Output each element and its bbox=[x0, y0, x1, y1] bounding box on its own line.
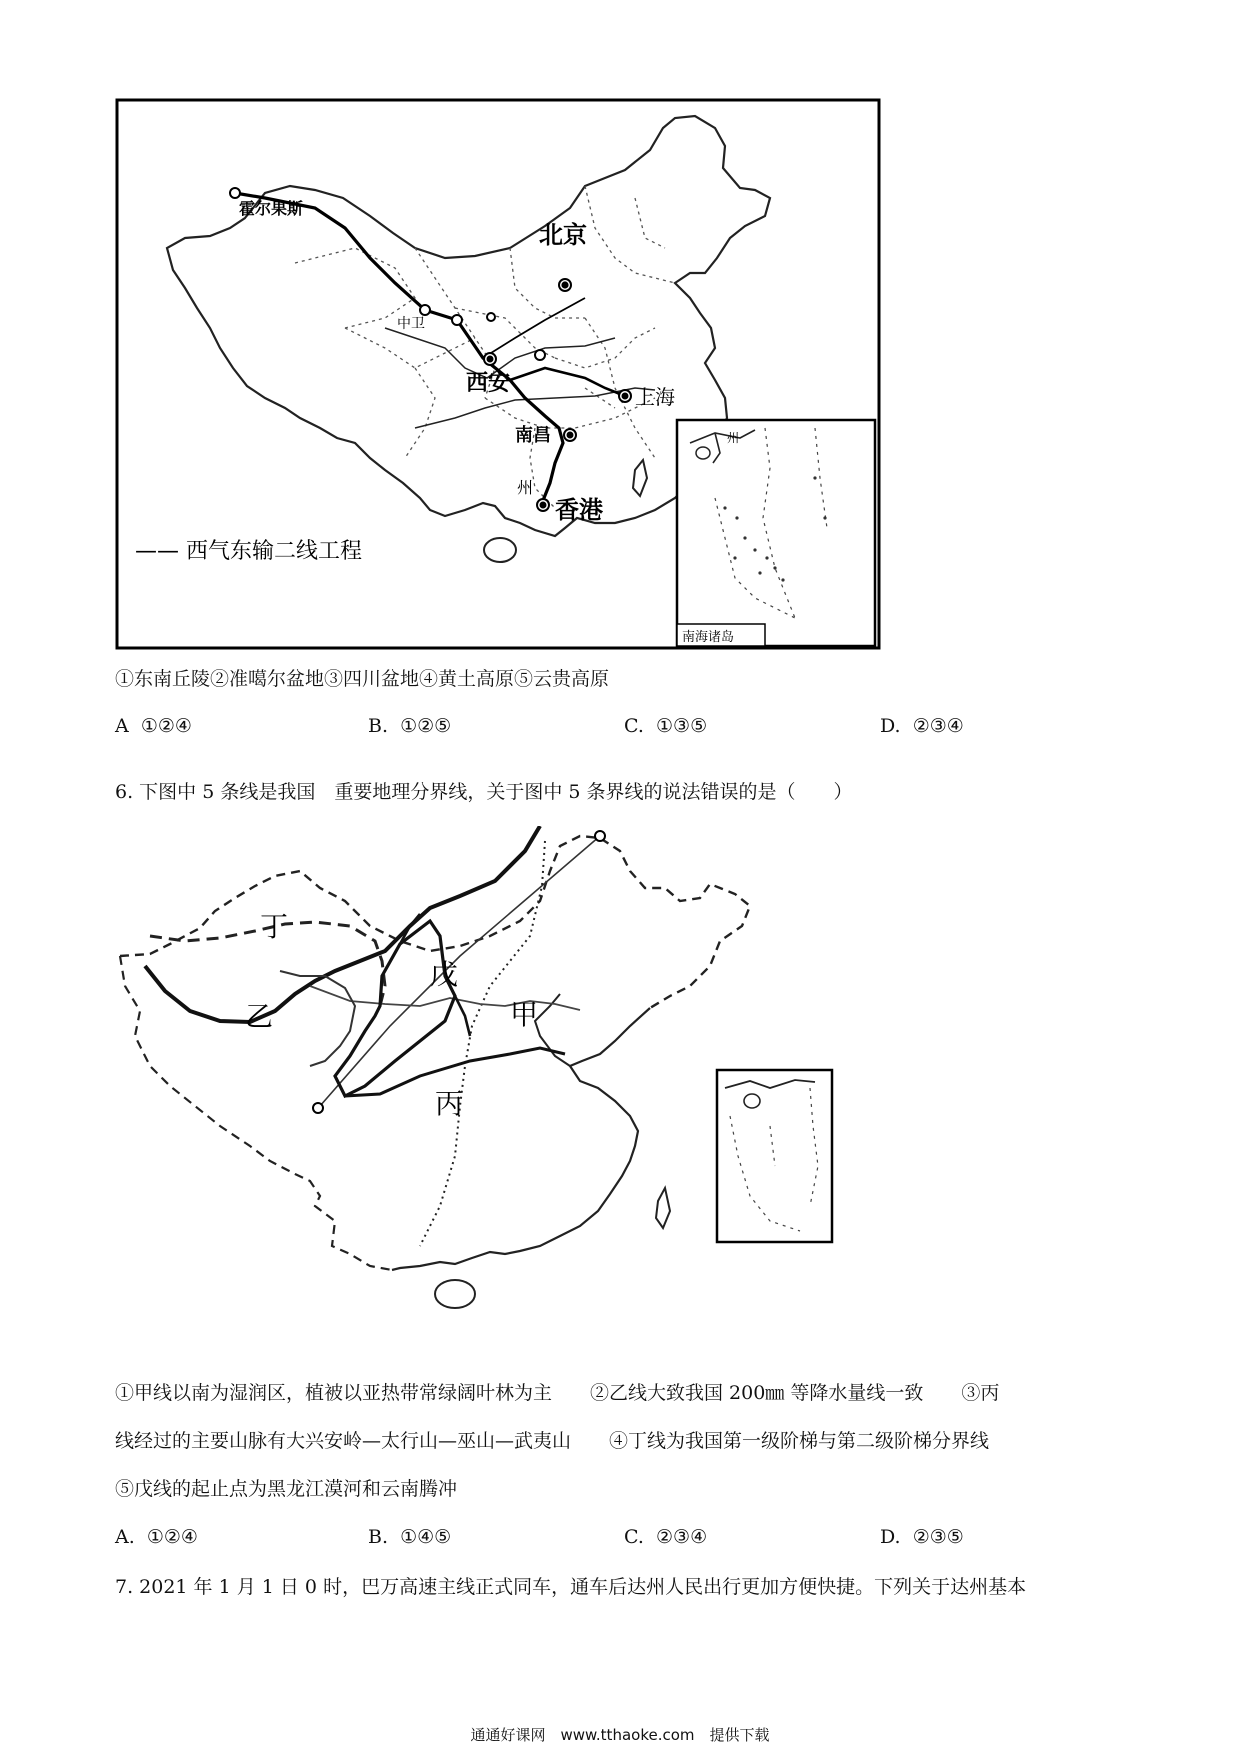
q6-option-c-text: ②③④ bbox=[656, 1526, 708, 1548]
label-guangzhou-partial: 州 bbox=[517, 478, 534, 497]
map-1-west-east-gas-pipeline bbox=[115, 98, 881, 650]
q6-option-b[interactable] bbox=[368, 1526, 451, 1548]
label-horgos: 霍尔果斯 bbox=[239, 199, 304, 218]
q6-statement-line-3: ⑤戊线的起止点为黑龙江漠河和云南腾冲 bbox=[115, 1478, 458, 1500]
q6-option-b-text: ①④⑤ bbox=[400, 1526, 452, 1548]
q6-option-c[interactable] bbox=[624, 1526, 707, 1548]
label-wu: 戊 bbox=[430, 958, 459, 991]
q6-option-a[interactable] bbox=[115, 1526, 198, 1548]
map1-legend: —— 西气东输二线工程 bbox=[135, 539, 362, 564]
q6-option-c-label: C. bbox=[624, 1526, 644, 1548]
label-nanchang: 南昌 bbox=[515, 425, 551, 446]
china-coast bbox=[392, 1008, 650, 1270]
q6-statement-line-1: ①甲线以南为湿润区，植被以亚热带常绿阔叶林为主 ②乙线大致我国 200㎜ 等降水量线一致 ③丙 bbox=[115, 1382, 1000, 1404]
page-footer: 通通好课网 www.tthaoke.com 提供下载 bbox=[470, 1726, 770, 1744]
q5-option-c-text: ①③⑤ bbox=[656, 715, 708, 737]
q6-option-b-label: B. bbox=[368, 1526, 389, 1548]
q6-option-a-label: A. bbox=[115, 1526, 135, 1548]
map-2-geographic-boundaries bbox=[110, 826, 850, 1366]
label-xian: 西安 bbox=[466, 371, 511, 396]
label-zhongwei: 中卫 bbox=[397, 316, 425, 332]
q5-option-a[interactable] bbox=[115, 715, 192, 737]
label-yi: 乙 bbox=[245, 1000, 274, 1033]
q5-option-d[interactable] bbox=[880, 715, 964, 737]
q6-option-d-text: ②③⑤ bbox=[912, 1526, 964, 1548]
q5-option-a-label: A bbox=[115, 715, 129, 737]
inset-label-partial: 州 bbox=[727, 431, 740, 445]
q5-option-c[interactable] bbox=[624, 715, 707, 737]
q5-option-a-text: ①②④ bbox=[140, 715, 192, 737]
q5-option-c-label: C. bbox=[624, 715, 644, 737]
label-ding: 丁 bbox=[260, 910, 289, 943]
label-beijing: 北京 bbox=[539, 221, 587, 249]
inset-title: 南海诸岛 bbox=[682, 630, 735, 645]
line-bing bbox=[420, 841, 545, 1246]
q6-option-a-text: ①②④ bbox=[146, 1526, 198, 1548]
q5-option-b-text: ①②⑤ bbox=[400, 715, 452, 737]
label-shanghai: 上海 bbox=[635, 385, 675, 409]
q5-option-b[interactable] bbox=[368, 715, 451, 737]
q5-option-d-text: ②③④ bbox=[912, 715, 964, 737]
q6-option-d[interactable] bbox=[880, 1526, 964, 1548]
label-hongkong: 香港 bbox=[555, 496, 603, 524]
q6-option-d-label: D. bbox=[880, 1526, 901, 1548]
q5-option-b-label: B. bbox=[368, 715, 389, 737]
q6-stem: 6. 下图中 5 条线是我国 重要地理分界线，关于图中 5 条界线的说法错误的是（ ） bbox=[115, 781, 853, 803]
q6-statement-line-2: 线经过的主要山脉有大兴安岭—太行山—巫山—武夷山 ④丁线为我国第一级阶梯与第二级阶梯分界线 bbox=[115, 1430, 990, 1452]
q5-items-line: ①东南丘陵②准噶尔盆地③四川盆地④黄土高原⑤云贵高原 bbox=[115, 668, 610, 690]
label-bing: 丙 bbox=[435, 1087, 464, 1120]
q5-option-d-label: D. bbox=[880, 715, 901, 737]
q7-stem: 7. 2021 年 1 月 1 日 0 时，巴万高速主线正式同车，通车后达州人民出行更加方便快捷。下列关于达州基本 bbox=[115, 1576, 1027, 1598]
label-jia: 甲 bbox=[510, 998, 539, 1031]
